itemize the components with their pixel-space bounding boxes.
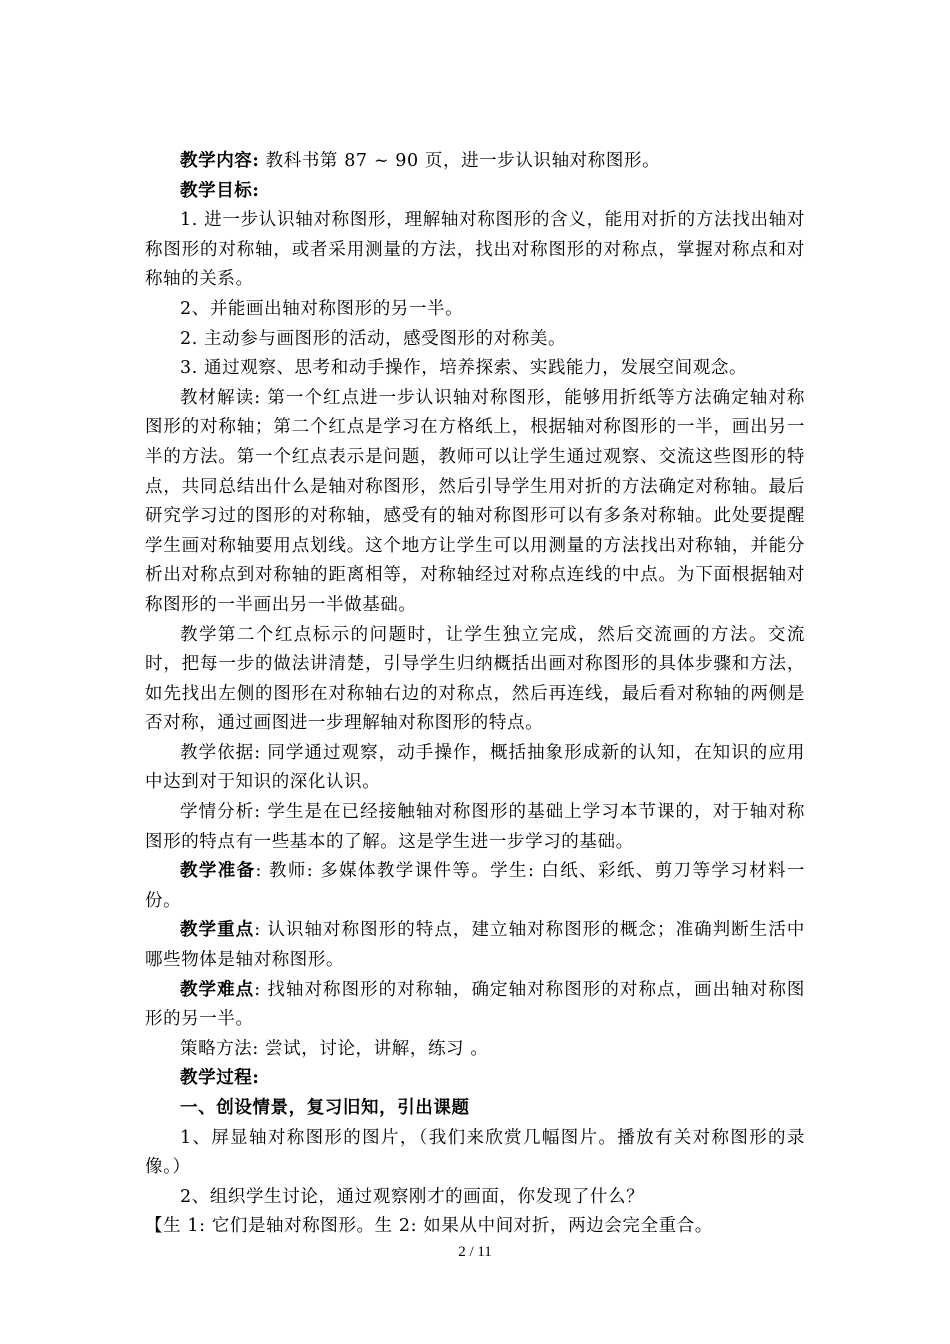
page-number: 2 / 11 (458, 1244, 492, 1260)
teaching-goals-heading: 教学目标: (180, 180, 260, 201)
teaching-content (145, 147, 805, 177)
teaching-content-text: 教科书第 87 ~ 90 页，进一步认识轴对称图形。 (259, 151, 661, 171)
teaching-key-point (145, 916, 805, 975)
teaching-process-heading: 教学过程: (180, 1068, 260, 1089)
process-section-1-heading: 一、创设情景，复习旧知，引出课题 (180, 1098, 470, 1118)
strategy-methods: 策略方法: 尝试，讨论，讲解，练习 。 (180, 1038, 489, 1059)
goal-item-1: 1. 进一步认识轴对称图形，理解轴对称图形的含义，能用对折的方法找出轴对称图形的对称轴，或者采用测量的方法，找出对称图形的对称点，掌握对称点和对称轴的关系。 (145, 210, 805, 290)
document-body (145, 147, 805, 1242)
second-red-point-guidance: 教学第二个红点标示的问题时，让学生独立完成，然后交流画的方法。交流时，把每一步的做法讲清楚，引导学生归纳概括出画对称图形的具体步骤和方法，如先找出左侧的图形在对称轴右边的对称点，然后再连线，最后看对称轴的两侧是否对称，通过画图进一步理解轴对称图形的特点。 (145, 624, 805, 734)
goal-item-2: 2、并能画出轴对称图形的另一半。 (180, 298, 464, 319)
teaching-key-point-text: : 认识轴对称图形的特点，建立轴对称图形的概念；准确判断生活中哪些物体是轴对称图形。 (145, 920, 805, 971)
process-item-1: 1、屏显轴对称图形的图片，（我们来欣赏几幅图片。播放有关对称图形的录像。） (145, 1127, 805, 1178)
teaching-preparation-label: 教学准备 (180, 861, 256, 882)
teaching-content-label: 教学内容: (180, 151, 260, 171)
teaching-difficulty (145, 976, 805, 1035)
teaching-preparation-text: : 教师: 多媒体教学课件等。学生: 白纸、彩纸、剪刀等学习材料一份。 (145, 861, 805, 911)
student-answer: 【生 1: 它们是轴对称图形。生 2: 如果从中间对折，两边会完全重合。 (145, 1216, 713, 1237)
student-analysis: 学情分析: 学生是在已经接触轴对称图形的基础上学习本节课的，对于轴对称图形的特点有一些基本的了解。这是学生进一步学习的基础。 (145, 802, 805, 852)
goal-item-3: 2. 主动参与画图形的活动，感受图形的对称美。 (180, 328, 567, 349)
textbook-interpretation: 教材解读: 第一个红点进一步认识轴对称图形，能够用折纸等方法确定轴对称图形的对称轴；第二个红点是学习在方格纸上，根据轴对称图形的一半，画出另一半的方法。第一个红点表示是问题，教师可以让学生通过观察、交流这些图形的特点，共同总结出什么是轴对称图形，然后引导学生用对折的方法确定对称轴。最后研究学习过的图形的对称轴，感受有的轴对称图形可以有多条对称轴。此处要提醒学生画对称轴要用点划线。这个地方让学生可以用测量的方法找出对称轴，并能分析出对称点到对称轴的距离相等，对称轴经过对称点连线的中点。为下面根据轴对称图形的一半画出另一半做基础。 (145, 387, 805, 615)
teaching-key-point-label: 教学重点 (180, 920, 255, 941)
teaching-difficulty-label: 教学难点 (180, 979, 255, 1000)
teaching-difficulty-text: : 找轴对称图形的对称轴，确定轴对称图形的对称点，画出轴对称图形的另一半。 (145, 979, 805, 1030)
goal-item-4: 3. 通过观察、思考和动手操作，培养探索、实践能力，发展空间观念。 (180, 358, 748, 379)
teaching-basis: 教学依据: 同学通过观察，动手操作，概括抽象形成新的认知，在知识的应用中达到对于知识的深化认识。 (145, 742, 805, 793)
teaching-preparation (145, 857, 805, 916)
process-item-2: 2、组织学生讨论，通过观察刚才的画面，你发现了什么？ (180, 1186, 645, 1207)
